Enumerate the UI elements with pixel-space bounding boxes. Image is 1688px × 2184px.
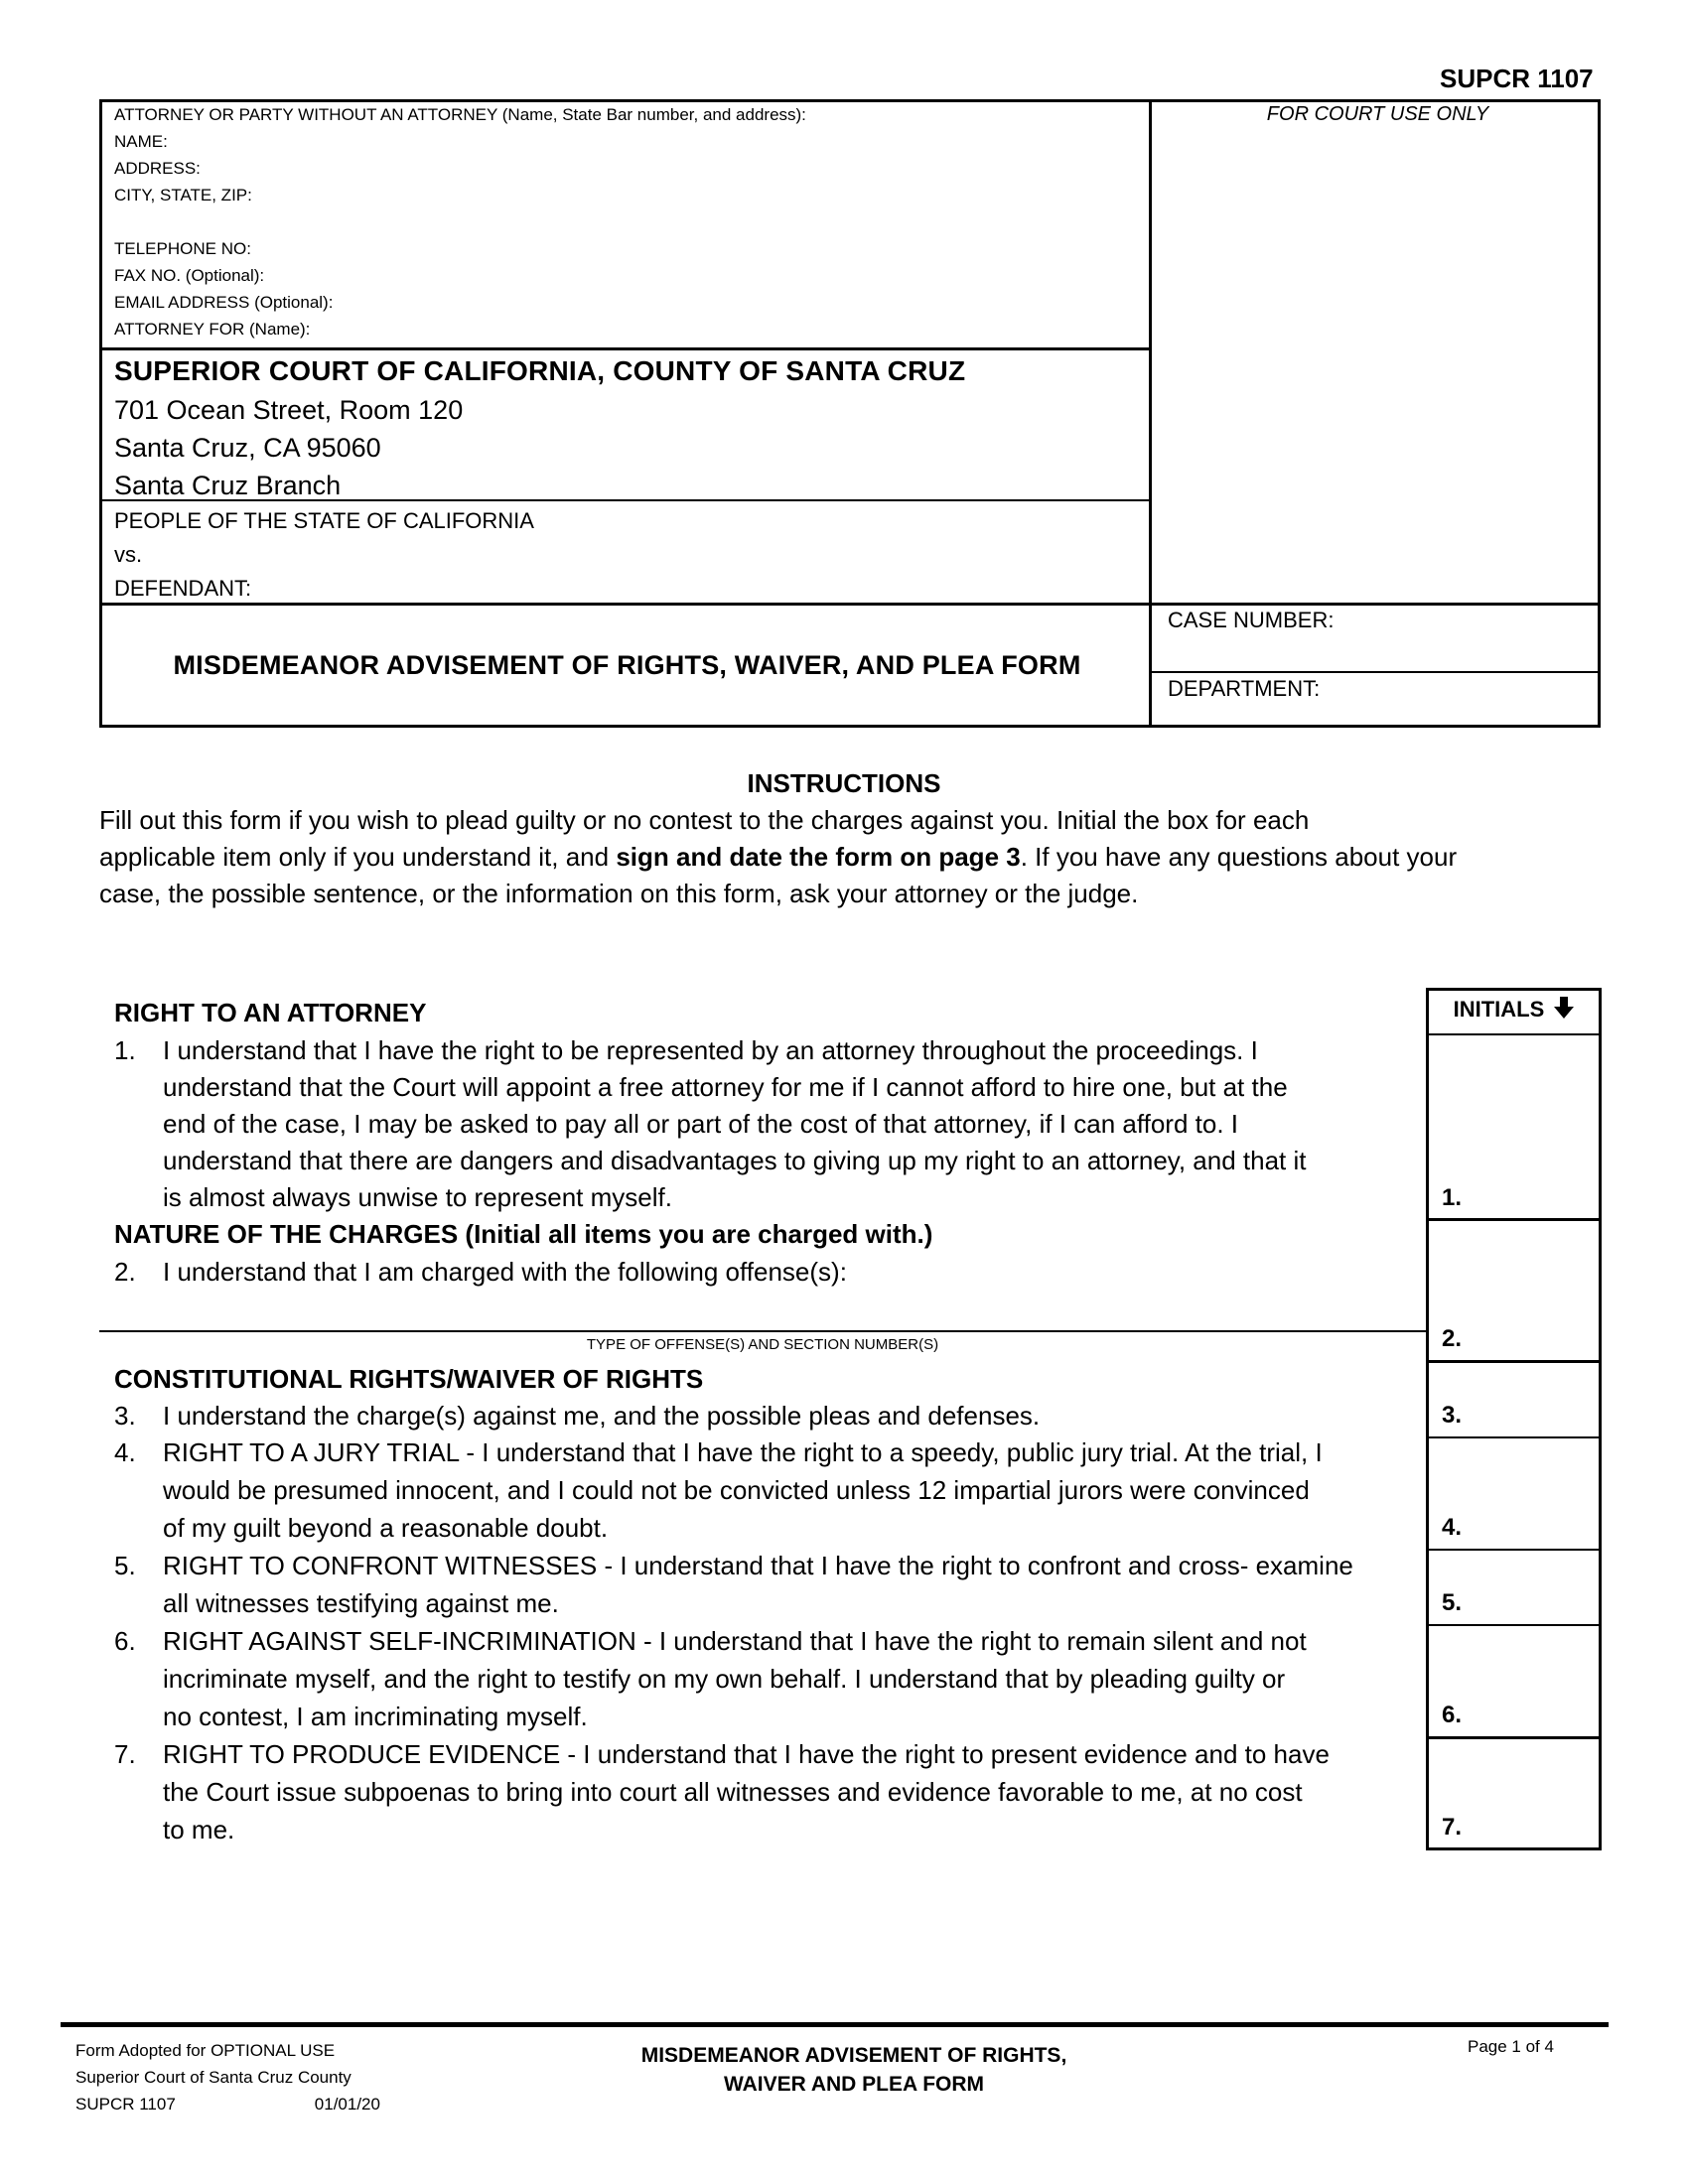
parties-block	[114, 504, 534, 606]
footer-form-id: SUPCR 1107	[75, 2095, 176, 2114]
footer-title	[556, 2041, 1152, 2099]
court-street: 701 Ocean Street, Room 120	[114, 395, 464, 425]
item-1-line-2: understand that the Court will appoint a free attorney for me if I cannot afford to hire one, but at the	[163, 1072, 1288, 1102]
item-6-line-3: no contest, I am incriminating myself.	[163, 1702, 588, 1731]
instructions-line-1: Fill out this form if you wish to plead guilty or no contest to the charges against you. Initial the box for each	[99, 805, 1310, 835]
item-number-3: 3.	[114, 1401, 136, 1431]
instructions-line-2	[99, 839, 1604, 876]
initials-number-3: 3.	[1442, 1402, 1463, 1429]
section-right-to-attorney: RIGHT TO AN ATTORNEY	[114, 998, 427, 1027]
attorney-block	[114, 101, 806, 342]
initials-header	[1426, 997, 1602, 1024]
item-6-line-1: RIGHT AGAINST SELF-INCRIMINATION - I understand that I have the right to remain silent and not	[163, 1626, 1307, 1656]
court-use-only: FOR COURT USE ONLY	[1266, 103, 1489, 125]
instructions-text	[99, 802, 1604, 912]
case-number-field[interactable]: CASE NUMBER:	[1168, 608, 1335, 632]
form-id: SUPCR 1107	[1440, 64, 1594, 93]
item-7-line-3: to me.	[163, 1815, 235, 1844]
item-4-line-2: would be presumed innocent, and I could not be convicted unless 12 impartial jurors were convinced	[163, 1475, 1310, 1505]
item-number-2: 2.	[114, 1257, 136, 1287]
offense-field-label: TYPE OF OFFENSE(S) AND SECTION NUMBER(S)	[586, 1336, 939, 1353]
initials-header-label: INITIALS	[1453, 997, 1545, 1022]
item-number-7: 7.	[114, 1739, 136, 1769]
item-6-line-2: incriminate myself, and the right to testify on my own behalf. I understand that by pleading guilty or	[163, 1664, 1286, 1694]
caption-column-divider	[1149, 99, 1152, 728]
item-1-line-5: is almost always unwise to represent myself.	[163, 1182, 672, 1212]
instructions-sign-date-emphasis: sign and date the form on page 3	[616, 842, 1021, 872]
initials-number-7: 7.	[1442, 1814, 1463, 1841]
email-field[interactable]: EMAIL ADDRESS (Optional):	[114, 293, 334, 312]
page-number: Page 1 of 4	[1468, 2037, 1554, 2056]
footer-date: 01/01/20	[314, 2095, 380, 2114]
department-field[interactable]: DEPARTMENT:	[1168, 676, 1321, 701]
footer-court: Superior Court of Santa Cruz County	[75, 2068, 352, 2087]
instructions-line-2a: applicable item only if you understand it, and	[99, 842, 617, 872]
telephone-field[interactable]: TELEPHONE NO:	[114, 239, 251, 258]
court-name: SUPERIOR COURT OF CALIFORNIA, COUNTY OF SANTA CRUZ	[114, 355, 966, 386]
item-1-line-1: I understand that I have the right to be represented by an attorney throughout the proceedings. I	[163, 1035, 1258, 1065]
instructions-heading: INSTRUCTIONS	[747, 768, 941, 798]
court-city: Santa Cruz, CA 95060	[114, 433, 381, 463]
item-1-line-4: understand that there are dangers and disadvantages to giving up my right to an attorney, and that it	[163, 1146, 1307, 1175]
footer-left	[75, 2037, 380, 2117]
initials-number-5: 5.	[1442, 1589, 1463, 1616]
versus: vs.	[114, 542, 143, 567]
initials-header-divider	[1426, 1033, 1602, 1035]
item-7-line-1: RIGHT TO PRODUCE EVIDENCE - I understand that I have the right to present evidence and to have	[163, 1739, 1330, 1769]
instructions-line-3: case, the possible sentence, or the information on this form, ask your attorney or the judge.	[99, 879, 1139, 908]
item-5-line-2: all witnesses testifying against me.	[163, 1588, 559, 1618]
item-5-line-1: RIGHT TO CONFRONT WITNESSES - I understand that I have the right to confront and cross- examine	[163, 1551, 1353, 1580]
defendant-field[interactable]: DEFENDANT:	[114, 576, 252, 601]
arrow-down-icon	[1554, 997, 1574, 1024]
footer-title-line-1: MISDEMEANOR ADVISEMENT OF RIGHTS,	[640, 2044, 1067, 2067]
item-3-line-1: I understand the charge(s) against me, and the possible pleas and defenses.	[163, 1401, 1041, 1431]
attorney-court-divider	[99, 347, 1151, 350]
section-constitutional-rights: CONSTITUTIONAL RIGHTS/WAIVER OF RIGHTS	[114, 1364, 704, 1394]
footer-title-line-2: WAIVER AND PLEA FORM	[723, 2073, 985, 2096]
item-2-line-1: I understand that I am charged with the following offense(s):	[163, 1257, 847, 1287]
initials-number-6: 6.	[1442, 1702, 1463, 1728]
item-number-4: 4.	[114, 1437, 136, 1467]
section-nature-of-charges: NATURE OF THE CHARGES (Initial all items you are charged with.)	[114, 1219, 933, 1249]
court-address	[114, 391, 463, 504]
instructions-line-2b: . If you have any questions about your	[1020, 842, 1458, 872]
item-4-line-3: of my guilt beyond a reasonable doubt.	[163, 1513, 609, 1543]
footer-rule	[61, 2022, 1609, 2027]
initials-number-4: 4.	[1442, 1514, 1463, 1541]
name-field[interactable]: NAME:	[114, 132, 168, 151]
plaintiff: PEOPLE OF THE STATE OF CALIFORNIA	[114, 508, 534, 533]
item-number-6: 6.	[114, 1626, 136, 1656]
court-branch: Santa Cruz Branch	[114, 471, 342, 500]
initials-number-1: 1.	[1442, 1184, 1463, 1211]
fax-field[interactable]: FAX NO. (Optional):	[114, 266, 265, 285]
item-number-5: 5.	[114, 1551, 136, 1580]
footer-adopted: Form Adopted for OPTIONAL USE	[75, 2041, 336, 2060]
address-field[interactable]: ADDRESS:	[114, 159, 201, 178]
form-title: MISDEMEANOR ADVISEMENT OF RIGHTS, WAIVER, AND PLEA FORM	[173, 650, 1081, 680]
item-number-1: 1.	[114, 1035, 136, 1065]
attorney-for-field[interactable]: ATTORNEY FOR (Name):	[114, 320, 311, 339]
offense-underline	[99, 1330, 1426, 1332]
offense-input[interactable]	[99, 1291, 1426, 1330]
city-state-zip-field[interactable]: CITY, STATE, ZIP:	[114, 186, 252, 205]
attorney-block-title: ATTORNEY OR PARTY WITHOUT AN ATTORNEY (Name, State Bar number, and address):	[114, 105, 806, 124]
item-4-line-1: RIGHT TO A JURY TRIAL - I understand that I have the right to a speedy, public jury trial. At the trial, I	[163, 1437, 1323, 1467]
footer-form-date	[75, 2091, 380, 2117]
case-dept-divider	[1151, 671, 1601, 673]
initials-number-2: 2.	[1442, 1325, 1463, 1352]
item-1-line-3: end of the case, I may be asked to pay all or part of the cost of that attorney, if I can afford to. I	[163, 1109, 1238, 1139]
item-7-line-2: the Court issue subpoenas to bring into court all witnesses and evidence favorable to me, at no cost	[163, 1777, 1303, 1807]
